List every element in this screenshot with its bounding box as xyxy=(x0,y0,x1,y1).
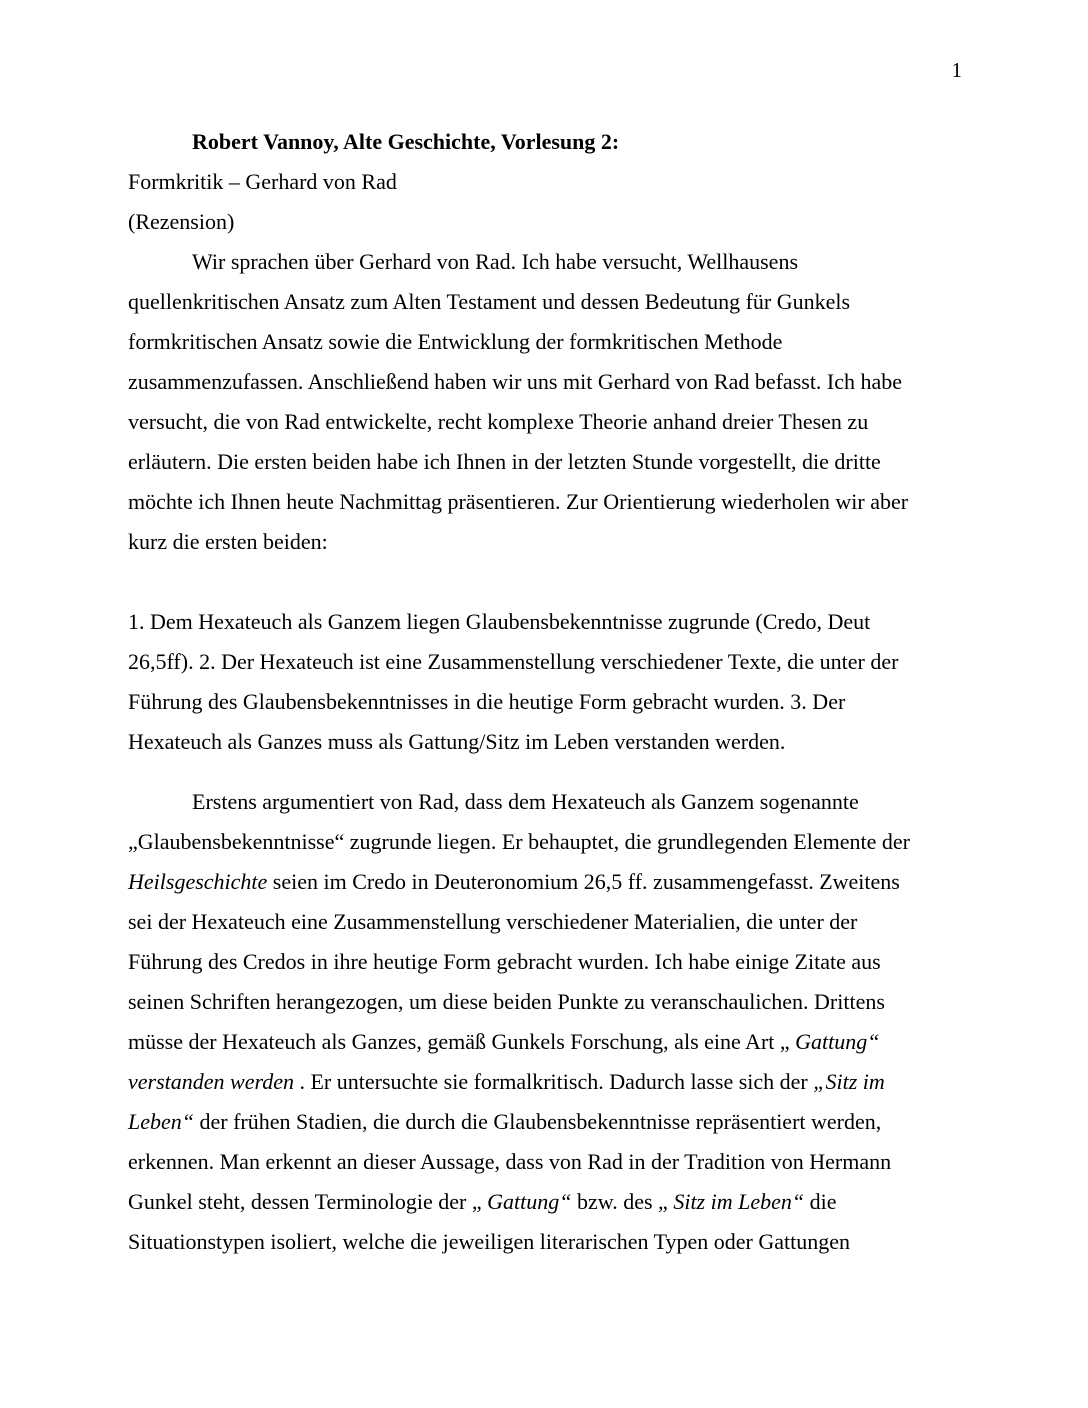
text-line: Erstens argumentiert von Rad, dass dem Hexateuch als Ganzem sogenannte xyxy=(192,789,859,814)
italic-run: Gattung“ xyxy=(487,1189,572,1214)
italic-run: Leben“ xyxy=(128,1109,200,1134)
text-line: seinen Schriften herangezogen, um diese beiden Punkte zu veranschaulichen. Drittens xyxy=(128,989,885,1014)
subtitle-line: Formkritik – Gerhard von Rad xyxy=(128,169,397,194)
paragraph-1 xyxy=(128,242,960,562)
text-line xyxy=(128,1022,960,1062)
italic-run: „Sitz im xyxy=(813,1069,885,1094)
text-line: Hexateuch als Ganzes muss als Gattung/Sitz im Leben verstanden werden. xyxy=(128,729,786,754)
text-line: Führung des Credos in ihre heutige Form gebracht wurden. Ich habe einige Zitate aus xyxy=(128,949,881,974)
text-line xyxy=(128,1182,960,1222)
text-line: versucht, die von Rad entwickelte, recht komplexe Theorie anhand dreier Thesen zu xyxy=(128,409,869,434)
text-run: . Er untersuchte sie formalkritisch. Dadurch lasse sich der xyxy=(293,1069,814,1094)
text-line: Wir sprachen über Gerhard von Rad. Ich habe versucht, Wellhausens xyxy=(192,249,798,274)
text-line: möchte ich Ihnen heute Nachmittag präsentieren. Zur Orientierung wiederholen wir aber xyxy=(128,489,909,514)
document-content xyxy=(128,122,960,1262)
subtitle-line-2: (Rezension) xyxy=(128,209,235,234)
text-line: kurz die ersten beiden: xyxy=(128,529,328,554)
text-run: müsse der Hexateuch als Ganzes, gemäß Gunkels Forschung, als eine Art „ xyxy=(128,1029,796,1054)
blank-line xyxy=(128,562,960,602)
paragraph-2 xyxy=(128,602,960,762)
text-line: 1. Dem Hexateuch als Ganzem liegen Glaubensbekenntnisse zugrunde (Credo, Deut xyxy=(128,609,871,634)
italic-run: Heilsgeschichte xyxy=(128,869,268,894)
text-line: erläutern. Die ersten beiden habe ich Ihnen in der letzten Stunde vorgestellt, die dritte xyxy=(128,449,881,474)
text-run: die xyxy=(804,1189,837,1214)
document-title: Robert Vannoy, Alte Geschichte, Vorlesung 2: xyxy=(192,129,620,154)
text-line: „Glaubensbekenntnisse“ zugrunde liegen. Er behauptet, die grundlegenden Elemente der xyxy=(128,829,910,854)
text-line xyxy=(128,862,960,902)
text-run: Gunkel steht, dessen Terminologie der „ xyxy=(128,1189,488,1214)
italic-run: Gattung“ xyxy=(795,1029,880,1054)
text-line xyxy=(128,1062,960,1102)
text-line xyxy=(128,1102,960,1142)
italic-run: Sitz im Leben“ xyxy=(673,1189,805,1214)
italic-run: verstanden werden xyxy=(128,1069,294,1094)
text-line: erkennen. Man erkennt an dieser Aussage, dass von Rad in der Tradition von Hermann xyxy=(128,1149,892,1174)
text-line: quellenkritischen Ansatz zum Alten Testament und dessen Bedeutung für Gunkels xyxy=(128,289,851,314)
text-line: Situationstypen isoliert, welche die jeweiligen literarischen Typen oder Gattungen xyxy=(128,1229,851,1254)
text-line: Führung des Glaubensbekenntnisses in die heutige Form gebracht wurden. 3. Der xyxy=(128,689,846,714)
text-run: bzw. des „ xyxy=(571,1189,674,1214)
text-run: seien im Credo in Deuteronomium 26,5 ff. zusammengefasst. Zweitens xyxy=(267,869,900,894)
text-run: der frühen Stadien, die durch die Glaubensbekenntnisse repräsentiert werden, xyxy=(199,1109,882,1134)
text-line: zusammenzufassen. Anschließend haben wir uns mit Gerhard von Rad befasst. Ich habe xyxy=(128,369,903,394)
page-number: 1 xyxy=(951,58,962,82)
text-line: 26,5ff). 2. Der Hexateuch ist eine Zusammenstellung verschiedener Texte, die unter der xyxy=(128,649,899,674)
text-line: sei der Hexateuch eine Zusammenstellung verschiedener Materialien, die unter der xyxy=(128,909,858,934)
text-line: formkritischen Ansatz sowie die Entwicklung der formkritischen Methode xyxy=(128,329,783,354)
paragraph-3 xyxy=(128,782,960,1262)
